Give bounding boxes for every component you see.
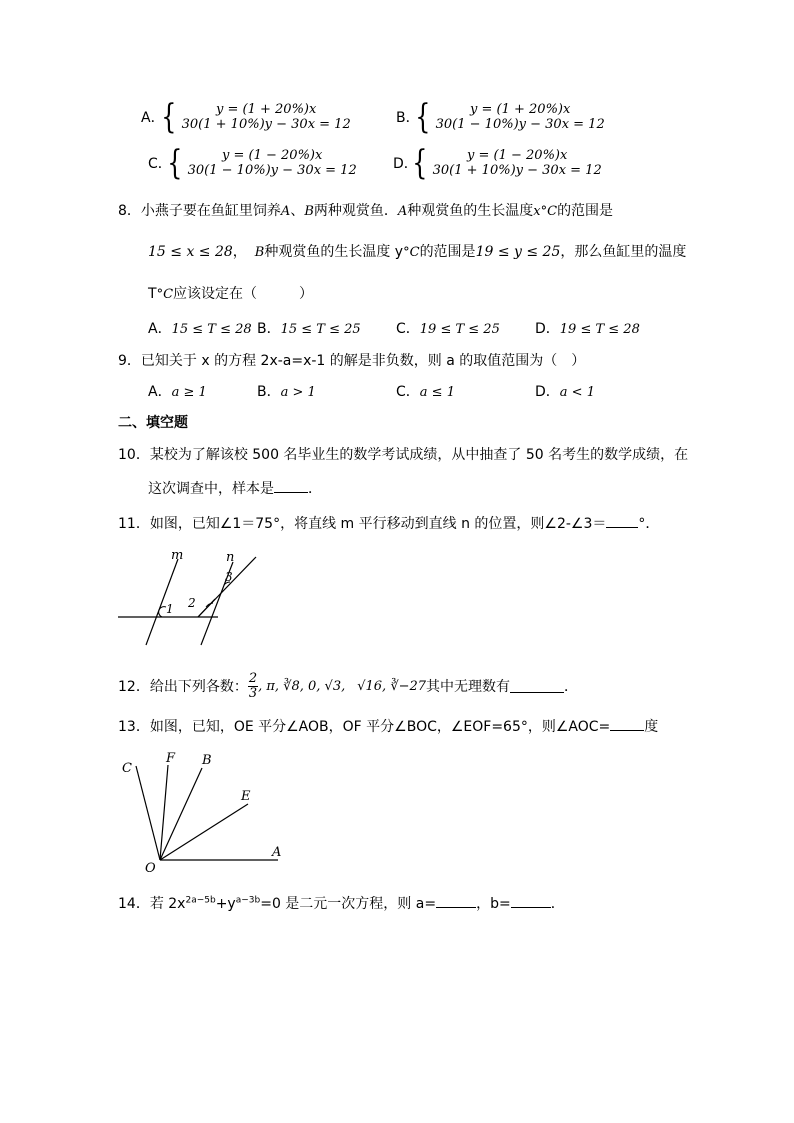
- q12-number-list-2: √16, ∛−27: [357, 679, 427, 694]
- q9-option-c[interactable]: [396, 385, 455, 399]
- q11-end: °．: [638, 516, 660, 532]
- q7-c-eq1: y = (1 − 20%)x: [222, 148, 323, 163]
- q13-stem: [118, 718, 658, 734]
- q9-option-d-label: D．: [535, 384, 560, 400]
- label-angle-3: 3: [225, 570, 233, 584]
- q8-text: ，那么鱼缸里的温度: [560, 244, 687, 260]
- q10-line2: [148, 480, 322, 496]
- q9-option-d-text: a < 1: [559, 385, 595, 400]
- q8-text: 两种观赏鱼．: [313, 203, 398, 219]
- q8-range-x: 15 ≤ x ≤ 28: [148, 244, 233, 260]
- fraction-numerator: 2: [248, 671, 258, 686]
- label-angle-2: 2: [188, 596, 196, 610]
- q8-option-a-text: 15 ≤ T ≤ 28: [171, 322, 252, 337]
- q7-option-b-system: [412, 97, 605, 137]
- label-c: C: [122, 761, 132, 776]
- q9-option-a[interactable]: [148, 385, 207, 399]
- q7-option-d-label: D．: [393, 156, 418, 172]
- label-e: E: [241, 789, 251, 804]
- q9-option-a-text: a ≥ 1: [171, 385, 207, 400]
- label-angle-1: 1: [166, 602, 174, 616]
- q9-option-b-label: B．: [257, 384, 281, 400]
- q14-text: =0 是二元一次方程，则 a=: [260, 896, 437, 912]
- brace-symbol: {: [415, 97, 431, 137]
- ray-oc: [136, 766, 160, 860]
- q8-line1: [118, 204, 613, 218]
- q14-text: 14．若 2x: [118, 896, 186, 912]
- q10-text: 这次调查中，样本是: [148, 481, 274, 497]
- label-b: B: [202, 753, 212, 768]
- q13-figure: [118, 748, 293, 878]
- q8-fish-b: B: [304, 204, 314, 219]
- brace-symbol: {: [412, 143, 428, 183]
- q8-degree-unit: °C: [156, 287, 174, 302]
- q8-text: 种观赏鱼的生长温度 y: [264, 244, 404, 260]
- label-f: F: [166, 751, 176, 766]
- q12-answer-blank[interactable]: [510, 680, 564, 693]
- q9-option-c-text: a ≤ 1: [419, 385, 455, 400]
- q8-text: 应该设定在（ ）: [173, 286, 314, 302]
- q9-option-d[interactable]: [535, 385, 595, 399]
- q8-option-b-text: 15 ≤ T ≤ 25: [280, 322, 361, 337]
- fraction-denominator: 3: [248, 686, 258, 701]
- q7-d-eq1: y = (1 − 20%)x: [467, 148, 568, 163]
- q8-option-d[interactable]: [535, 322, 640, 336]
- q9-stem: 9．已知关于 x 的方程 2x-a=x-1 的解是非负数，则 a 的取值范围为（ ）: [118, 353, 586, 369]
- q8-option-c[interactable]: [396, 322, 500, 336]
- q7-option-c-label: C．: [148, 156, 172, 172]
- q8-degree-unit: °C: [403, 245, 420, 260]
- q10-end: ．: [308, 481, 322, 497]
- q7-option-a-label: A．: [141, 110, 165, 126]
- q8-line3: [148, 287, 313, 301]
- q14-text: +y: [215, 896, 236, 912]
- q8-option-a[interactable]: [148, 321, 252, 337]
- q8-text: 的范围是: [419, 244, 476, 260]
- q8-options: [148, 322, 252, 336]
- q8-option-c-text: 19 ≤ T ≤ 25: [419, 322, 500, 337]
- q14-end: ．: [550, 896, 565, 912]
- q8-option-d-text: 19 ≤ T ≤ 28: [559, 322, 640, 337]
- section-heading: 二、填空题: [118, 415, 188, 431]
- q12-text: 12．给出下列各数：: [118, 678, 248, 695]
- q7-option-b-label: B．: [396, 110, 420, 126]
- q10-answer-blank[interactable]: [274, 480, 308, 493]
- q7-a-eq1: y = (1 + 20%)x: [216, 102, 317, 117]
- q8-option-a-label: A．: [148, 321, 172, 337]
- q13-text: 13．如图，已知，OE 平分∠AOB，OF 平分∠BOC，∠EOF=65°，则∠AOC=: [118, 719, 611, 735]
- q12-number-list: , π, ∛8, 0, √3,: [258, 679, 346, 694]
- q7-b-eq2: 30(1 − 10%)y − 30x = 12: [435, 117, 605, 132]
- q12-stem: [118, 672, 578, 701]
- q9-option-b-text: a > 1: [280, 385, 316, 400]
- q14-text: ，b=: [476, 896, 511, 912]
- q8-line2: [148, 245, 686, 259]
- q12-end: ．: [564, 678, 579, 695]
- q9-option-a-label: A．: [148, 384, 172, 400]
- q7-b-eq1: y = (1 + 20%)x: [470, 102, 571, 117]
- q11-text: 11．如图，已知∠1＝75°，将直线 m 平行移动到直线 n 的位置，则∠2-∠3＝: [118, 516, 607, 532]
- label-o: O: [145, 861, 156, 876]
- q7-option-d-system: [409, 143, 602, 183]
- brace-symbol: {: [161, 97, 177, 137]
- q14-answer-blank-b[interactable]: [511, 895, 551, 908]
- q8-var-t: T: [148, 286, 157, 302]
- q8-option-b-label: B．: [257, 321, 281, 337]
- q8-text: 的范围是: [557, 203, 614, 219]
- q8-fish-a: A: [397, 204, 408, 219]
- q10-line1: 10．某校为了解该校 500 名毕业生的数学考试成绩，从中抽查了 50 名考生的数学成绩，在: [118, 447, 689, 463]
- brace-symbol: {: [167, 143, 183, 183]
- label-n: n: [226, 550, 235, 565]
- q8-option-c-label: C．: [396, 321, 420, 337]
- q8-option-b[interactable]: [257, 322, 361, 336]
- q7-d-eq2: 30(1 + 10%)y − 30x = 12: [432, 163, 602, 178]
- q11-figure: [118, 545, 268, 655]
- q8-number: 8．: [118, 203, 141, 219]
- q13-end: 度: [644, 719, 659, 735]
- angle-1-arc: [159, 607, 166, 617]
- q14-stem: [118, 895, 565, 911]
- q7-option-a-system: [158, 97, 351, 137]
- q8-fish-a: A: [280, 204, 291, 219]
- q13-answer-blank[interactable]: [610, 718, 644, 731]
- q8-option-d-label: D．: [535, 321, 560, 337]
- q14-exponent-1: 2a−5b: [185, 895, 216, 906]
- q8-text: 种观赏鱼的生长温度: [407, 203, 534, 219]
- q8-text: 、: [290, 203, 305, 219]
- q8-degree-unit: °C: [540, 204, 558, 219]
- q8-text: 小燕子要在鱼缸里饲养: [140, 203, 281, 219]
- q14-answer-blank-a[interactable]: [436, 895, 476, 908]
- q9-option-c-label: C．: [396, 384, 420, 400]
- q14-exponent-2: a−3b: [235, 895, 261, 906]
- q11-answer-blank[interactable]: [606, 515, 638, 528]
- label-m: m: [171, 548, 184, 563]
- q7-c-eq2: 30(1 − 10%)y − 30x = 12: [187, 163, 357, 178]
- q12-fraction: [248, 672, 258, 701]
- q8-var-x: x: [533, 204, 541, 219]
- q7-a-eq2: 30(1 + 10%)y − 30x = 12: [181, 117, 351, 132]
- q7-option-c-system: [164, 143, 357, 183]
- q8-fish-b: B: [254, 245, 265, 260]
- label-a: A: [272, 845, 282, 860]
- q8-text: ，: [232, 244, 247, 260]
- q11-stem: [118, 515, 659, 531]
- q9-option-b[interactable]: [257, 385, 316, 399]
- q8-range-y: 19 ≤ y ≤ 25: [475, 244, 561, 260]
- q12-text: 其中无理数有: [426, 678, 511, 695]
